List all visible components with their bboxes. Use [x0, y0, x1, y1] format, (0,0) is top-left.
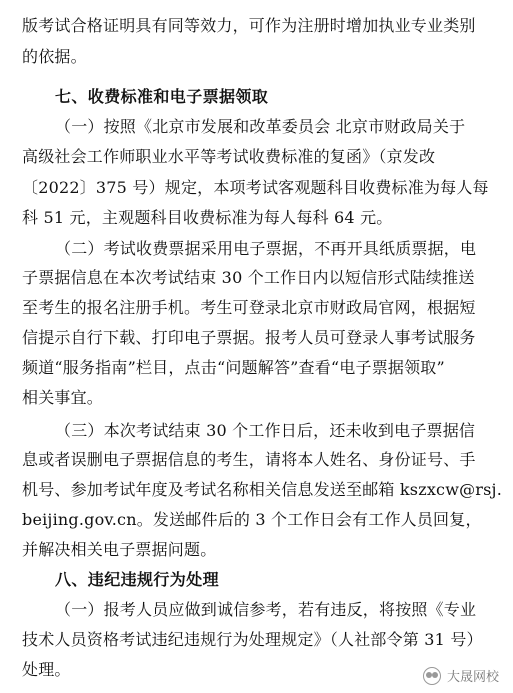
paragraph-line: 频道“服务指南”栏目，点击“问题解答”查看“电子票据领取”: [22, 358, 445, 377]
paragraph-line: 相关事宜。: [22, 388, 104, 407]
section-heading-fee: 七、收费标准和电子票据领取: [55, 87, 269, 106]
paragraph-line: 息或者误删电子票据信息的考生，请将本人姓名、身份证号、手: [22, 450, 476, 469]
watermark: [423, 666, 499, 685]
paragraph-line: （一）报考人员应做到诚信参考，若有违反，将按照《专业: [55, 600, 477, 619]
paragraph-line: 的依据。: [22, 47, 87, 66]
section-heading-discipline: 八、违纪违规行为处理: [55, 570, 220, 589]
paragraph-line: 技术人员资格考试违纪违规行为处理规定》（人社部令第 31 号）: [22, 630, 483, 649]
paragraph-line: 并解决相关电子票据问题。: [22, 540, 217, 559]
paragraph-line: 版考试合格证明具有同等效力，可作为注册时增加执业专业类别: [22, 16, 476, 35]
paragraph-line: 处理。: [22, 660, 71, 679]
paragraph-line: 子票据信息在本次考试结束 30 个工作日内以短信形式陆续推送: [22, 268, 475, 287]
paragraph-line: 〔2022〕375 号）规定，本项考试客观题科目收费标准为每人每: [22, 178, 489, 197]
paragraph-line: 机号、参加考试年度及考试名称相关信息发送至邮箱 kszxcw@rsj.: [22, 480, 503, 499]
paragraph-line: 信提示自行下载、打印电子票据。报考人员可登录人事考试服务: [22, 328, 476, 347]
paragraph-line: 高级社会工作师职业水平等考试收费标准的复函》（京发改: [22, 147, 436, 166]
paragraph-line: 科 51 元，主观题科目收费标准为每人每科 64 元。: [22, 208, 393, 227]
watermark-text: 大晟网校: [446, 670, 499, 685]
paragraph-line: （二）考试收费票据采用电子票据，不再开具纸质票据，电: [55, 239, 477, 258]
paragraph-line: （一）按照《北京市发展和改革委员会 北京市财政局关于: [55, 117, 466, 136]
paragraph-line: beijing.gov.cn。发送邮件后的 3 个工作日会有工作人员回复，: [22, 510, 482, 529]
paragraph-line: 至考生的报名注册手机。考生可登录北京市财政局官网，根据短: [22, 298, 476, 317]
paragraph-line: （三）本次考试结束 30 个工作日后，还未收到电子票据信: [55, 421, 476, 440]
wechat-icon: [423, 667, 441, 685]
